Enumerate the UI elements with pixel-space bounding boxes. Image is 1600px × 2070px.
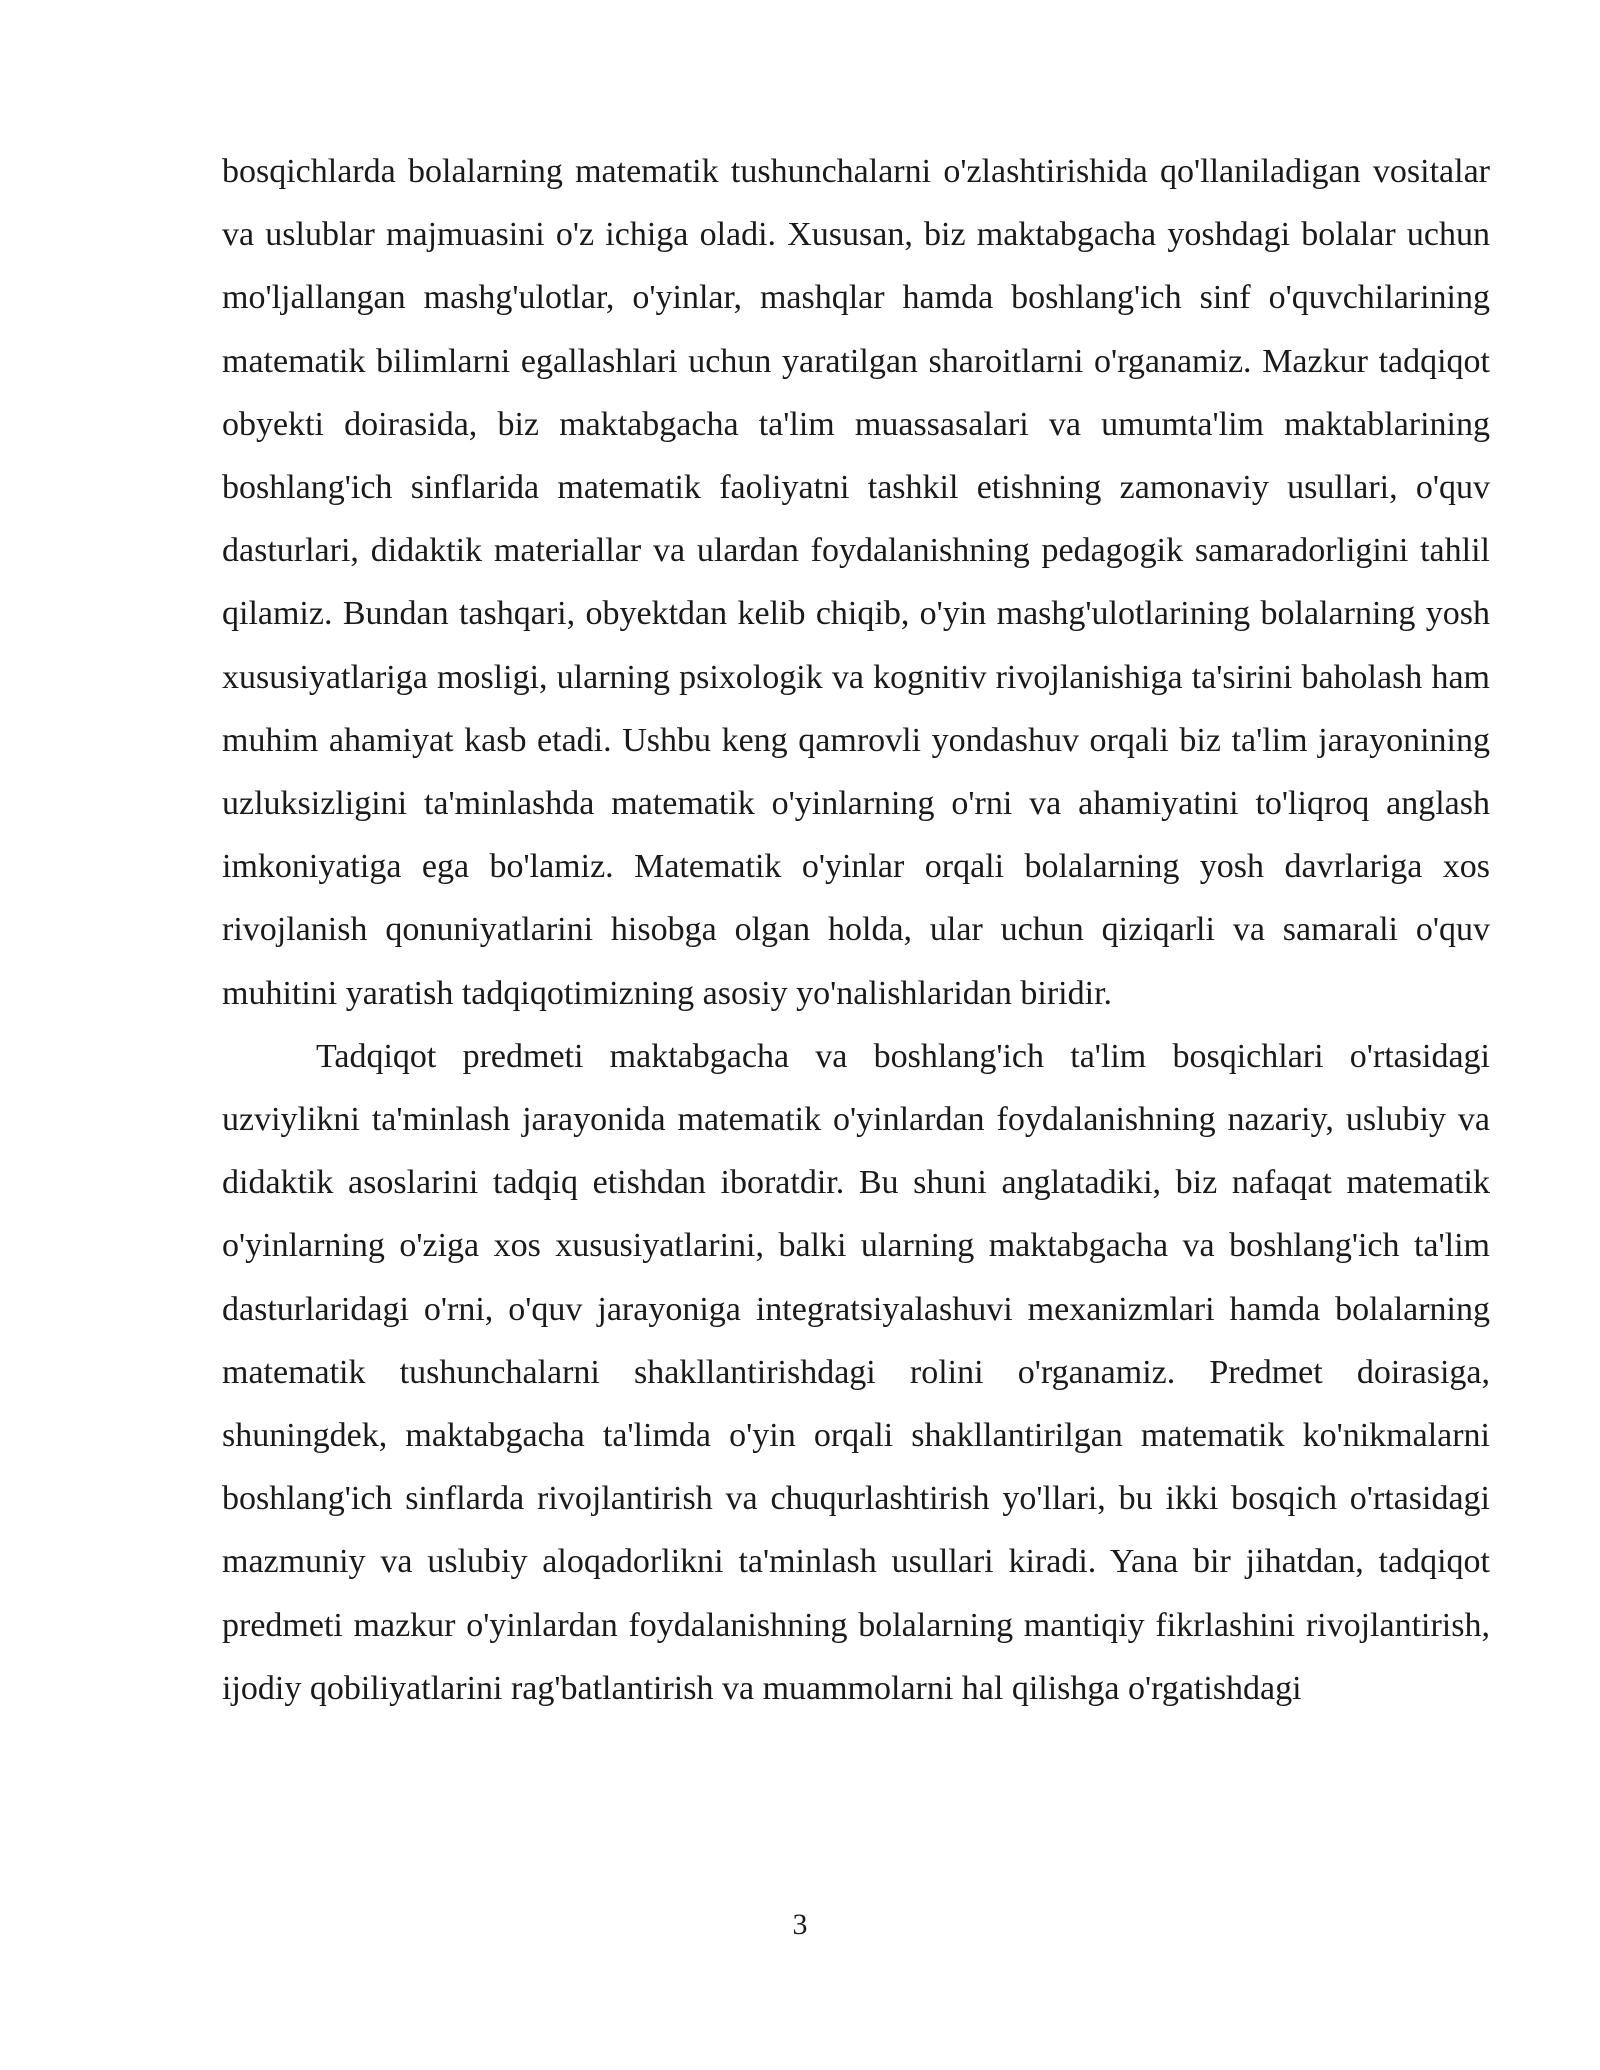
page-number: 3 (792, 1908, 808, 1941)
body-text (222, 140, 1490, 1720)
paragraph-2: Tadqiqot predmeti maktabgacha va boshlang'ich ta'lim bosqichlari o'rtasidagi uzviylikni ta'minlash jarayonida matematik o'yinlardan foydalanishning nazariy, uslubiy va didaktik asoslarini tadqiq etishdan iboratdir. Bu shuni anglatadiki, biz nafaqat matematik o'yinlarning o'ziga xos xususiyatlarini, balki ularning maktabgacha va boshlang'ich ta'lim dasturlaridagi o'rni, o'quv jarayoniga integratsiyalashuvi mexanizmlari hamda bolalarning matematik tushunchalarni shakllantirishdagi rolini o'rganamiz. Predmet doirasiga, shuningdek, maktabgacha ta'limda o'yin orqali shakllantirilgan matematik ko'nikmalarni boshlang'ich sinflarda rivojlantirish va chuqurlashtirish yo'llari, bu ikki bosqich o'rtasidagi mazmuniy va uslubiy aloqadorlikni ta'minlash usullari kiradi. Yana bir jihatdan, tadqiqot predmeti mazkur o'yinlardan foydalanishning bolalarning mantiqiy fikrlashini rivojlantirish, ijodiy qobiliyatlarini rag'batlantirish va muammolarni hal qilishga o'rgatishdagi (222, 1037, 1490, 1707)
paragraph-1: bosqichlarda bolalarning matematik tushunchalarni o'zlashtirishida qo'llaniladigan vositalar va uslublar majmuasini o'z ichiga oladi. Xususan, biz maktabgacha yoshdagi bolalar uchun mo'ljallangan mashg'ulotlar, o'yinlar, mashqlar hamda boshlang'ich sinf o'quvchilarining matematik bilimlarni egallashlari uchun yaratilgan sharoitlarni o'rganamiz. Mazkur tadqiqot obyekti doirasida, biz maktabgacha ta'lim muassasalari va umumta'lim maktablarining boshlang'ich sinflarida matematik faoliyatni tashkil etishning zamonaviy usullari, o'quv dasturlari, didaktik materiallar va ulardan foydalanishning pedagogik samaradorligini tahlil qilamiz. Bundan tashqari, obyektdan kelib chiqib, o'yin mashg'ulotlarining bolalarning yosh xususiyatlariga mosligi, ularning psixologik va kognitiv rivojlanishiga ta'sirini baholash ham muhim ahamiyat kasb etadi. Ushbu keng qamrovli yondashuv orqali biz ta'lim jarayonining uzluksizligini ta'minlashda matematik o'yinlarning o'rni va ahamiyatini to'liqroq anglash imkoniyatiga ega bo'lamiz. Matematik o'yinlar orqali bolalarning yosh davrlariga xos rivojlanish qonuniyatlarini hisobga olgan holda, ular uchun qiziqarli va samarali o'quv muhitini yaratish tadqiqotimizning asosiy yo'nalishlaridan biridir. (222, 153, 1490, 1012)
